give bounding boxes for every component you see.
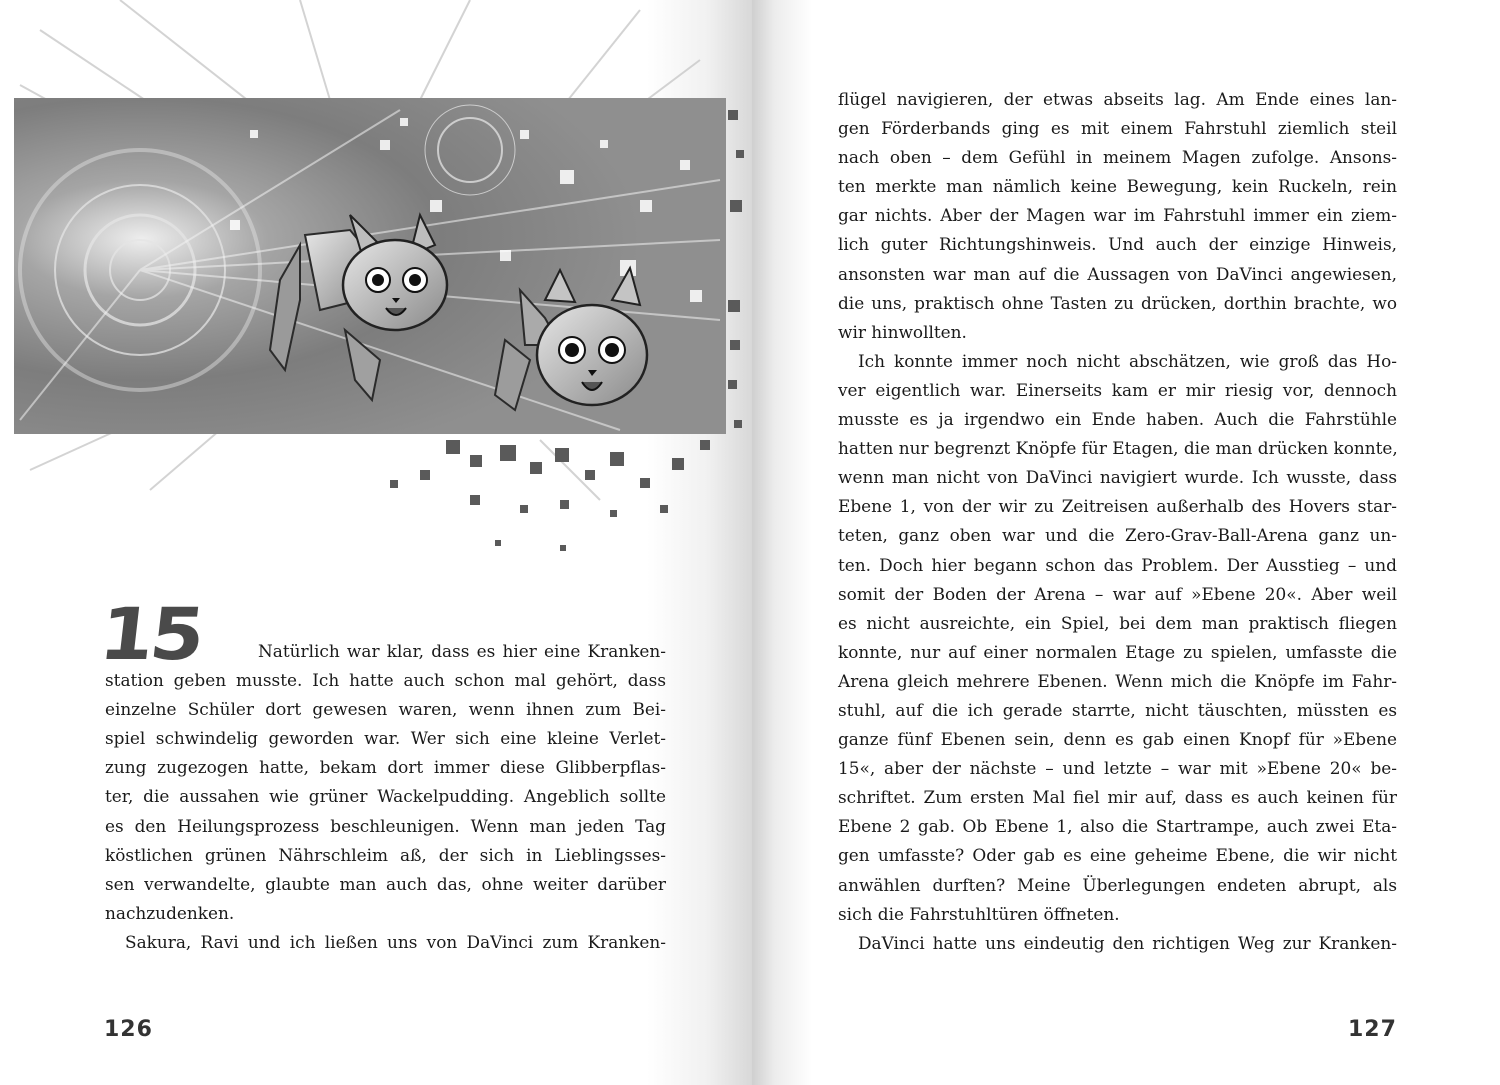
paragraph <box>838 85 1397 347</box>
page-number-right: 127 <box>1348 1017 1397 1042</box>
paragraph <box>105 637 666 928</box>
text-line: ten merkte man nämlich keine Bewegung, kein Ruckeln, rein <box>838 176 1397 197</box>
text-line: zung zugezogen hatte, bekam dort immer diese Glibberpflas- <box>105 757 666 778</box>
text-line: gen umfasste? Oder gab es eine geheime Ebene, die wir nicht <box>838 845 1397 866</box>
text-line: sen verwandelte, glaubte man auch das, ohne weiter darüber <box>105 873 666 894</box>
text-line: die uns, praktisch ohne Tasten zu drücken, dorthin brachte, wo <box>838 292 1397 313</box>
text-line: stuhl, auf die ich gerade starrte, nicht täuschten, müssten es <box>838 699 1397 720</box>
text-line: Ebene 1, von der wir zu Zeitreisen außerhalb des Hovers star- <box>838 496 1397 517</box>
left-page-text <box>105 637 666 957</box>
text-line: nachzudenken. <box>105 902 235 923</box>
text-line: ten. Doch hier begann schon das Problem. Der Ausstieg – und <box>838 554 1397 575</box>
paragraph <box>105 928 666 957</box>
text-line: Ebene 2 gab. Ob Ebene 1, also die Startrampe, auch zwei Eta- <box>838 816 1397 837</box>
text-line: ganze fünf Ebenen sein, denn es gab einen Knopf für »Ebene <box>838 729 1397 750</box>
text-line: es nicht ausreichte, ein Spiel, bei dem man praktisch fliegen <box>838 612 1397 633</box>
chapter-number: 15 <box>95 593 206 677</box>
text-line: Ich konnte immer noch nicht abschätzen, wie groß das Ho- <box>858 350 1397 371</box>
text-line: gen Förderbands ging es mit einem Fahrstuhl ziemlich steil <box>838 118 1397 139</box>
text-line: einzelne Schüler dort gewesen waren, wenn ihnen zum Bei- <box>105 699 666 720</box>
text-line: Natürlich war klar, dass es hier eine Kranken- <box>258 641 666 661</box>
text-line: teten, ganz oben war und die Zero-Grav-Ball-Arena ganz un- <box>838 525 1397 546</box>
paragraph <box>838 347 1397 929</box>
text-line: konnte, nur auf einer normalen Etage zu spielen, umfasste die <box>838 641 1397 662</box>
text-line: nach oben – dem Gefühl in meinem Magen zufolge. Ansons- <box>838 147 1397 168</box>
text-line: gar nichts. Aber der Magen war im Fahrstuhl immer ein ziem- <box>838 205 1397 226</box>
text-line: Arena gleich mehrere Ebenen. Wenn mich die Knöpfe im Fahr- <box>838 670 1397 691</box>
text-line: station geben musste. Ich hatte auch schon mal gehört, dass <box>105 670 666 691</box>
text-line: es den Heilungsprozess beschleunigen. Wenn man jeden Tag <box>105 815 666 836</box>
right-page-text <box>838 85 1397 958</box>
text-line: ter, die aussahen wie grüner Wackelpudding. Angeblich sollte <box>105 786 666 807</box>
text-line: somit der Boden der Arena – war auf »Ebene 20«. Aber weil <box>838 583 1397 604</box>
paragraph <box>838 929 1397 958</box>
text-line: anwählen durften? Meine Überlegungen endeten abrupt, als <box>838 874 1397 895</box>
text-line: sich die Fahrstuhltüren öffneten. <box>838 903 1120 924</box>
text-line: hatten nur begrenzt Knöpfe für Etagen, die man drücken konnte, <box>838 438 1398 459</box>
text-line: wenn man nicht von DaVinci navigiert wurde. Ich wusste, dass <box>838 467 1397 488</box>
text-line: musste es ja irgendwo ein Ende haben. Auch die Fahrstühle <box>838 409 1397 430</box>
text-line: schriftet. Zum ersten Mal fiel mir auf, dass es auch keinen für <box>838 787 1397 808</box>
text-line: wir hinwollten. <box>838 321 967 342</box>
text-line: 15«, aber der nächste – und letzte – war mit »Ebene 20« be- <box>838 758 1397 779</box>
text-line: DaVinci hatte uns eindeutig den richtigen Weg zur Kranken- <box>858 932 1397 953</box>
text-line: Sakura, Ravi und ich ließen uns von DaVinci zum Kranken- <box>125 931 666 952</box>
text-line: köstlichen grünen Nährschleim aß, der sich in Lieblingsses- <box>105 844 666 865</box>
robot-cats-illustration <box>0 0 752 600</box>
text-line: flügel navigieren, der etwas abseits lag. Am Ende eines lan- <box>838 89 1397 109</box>
text-line: spiel schwindelig geworden war. Wer sich eine kleine Verlet- <box>105 728 666 749</box>
text-line: ver eigentlich war. Einerseits kam er mir riesig vor, dennoch <box>838 379 1397 400</box>
text-line: lich guter Richtungshinweis. Und auch der einzige Hinweis, <box>838 234 1397 255</box>
page-number-left: 126 <box>104 1017 153 1042</box>
text-line: ansonsten war man auf die Aussagen von DaVinci angewiesen, <box>838 263 1397 284</box>
